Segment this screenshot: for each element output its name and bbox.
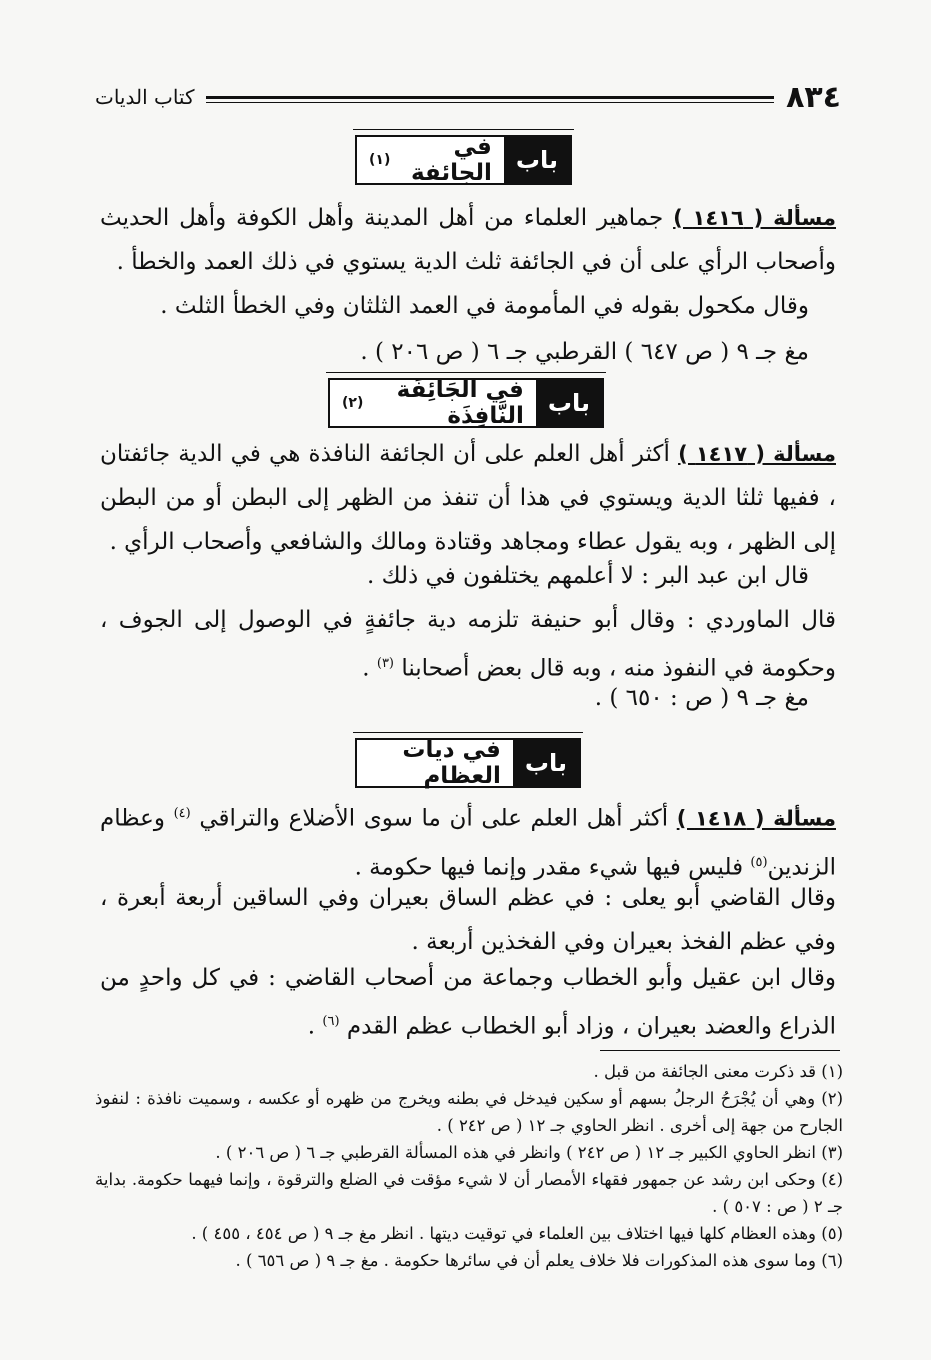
issue-1417-ref [100, 676, 809, 720]
issue-label: مسألة ( ١٤١٦ ) [673, 206, 836, 230]
footnote-5: (٥) وهذه العظام كلها فيها اختلاف بين العلماء في توقيت ديتها . انظر مغ جـ ٩ ( ص ٤٥٤ ، ٤٥٥ ) . [191, 1224, 843, 1243]
footnote-separator [600, 1050, 840, 1051]
footnote-1: (١) قد ذكرت معنى الجائفة من قبل . [593, 1062, 843, 1081]
issue-body-end: فليس فيها شيء مقدر وإنما فيها حكومة . [354, 854, 744, 881]
issue-1416-text [100, 196, 836, 284]
page-number: ٨٣٤ [786, 79, 841, 115]
reference: مغ جـ ٩ ( ص : ٦٥٠ ) . [594, 685, 809, 711]
issue-1417-text [100, 432, 836, 564]
chapter-heading-2 [328, 378, 604, 428]
issue-1418-text [100, 792, 836, 889]
chapter-title [330, 377, 536, 429]
issue-1416-ref [100, 330, 809, 374]
footnote-ref: (٢) [342, 395, 364, 411]
page-header [95, 80, 841, 114]
chapter-label: باب [513, 740, 579, 786]
issue-label: مسألة ( ١٤١٧ ) [678, 442, 836, 466]
footnote-ref: (١) [369, 152, 391, 168]
reference: مغ جـ ٩ ( ص ٦٤٧ ) القرطبي جـ ٦ ( ص ٢٠٦ ) . [360, 339, 809, 365]
chapter-label: باب [536, 380, 602, 426]
footnote-6: (٦) وما سوى هذه المذكورات فلا خلاف يعلم أن في سائرها حكومة . مغ جـ ٩ ( ص ٦٥٦ ) . [235, 1251, 843, 1270]
paragraph: قال ابن عبد البر : لا أعلمهم يختلفون في ذلك . [366, 563, 809, 589]
book-title: كتاب الديات [95, 85, 195, 109]
paragraph: وقال مكحول بقوله في المأمومة في العمد الثلثان وفي الخطأ الثلث . [160, 293, 809, 319]
footnote-ref: (٣) [376, 656, 394, 671]
chapter-label: باب [504, 137, 570, 183]
chapter-title-text: في الجَائِفَة النَّافِذَة [396, 377, 524, 429]
footnote-ref: (٤) [173, 806, 191, 821]
issue-1416-p2 [100, 284, 809, 328]
paragraph: قال الماوردي : وقال أبو حنيفة تلزمه دية جائفةٍ في الوصول إلى الجوف ، وحكومة في النفوذ منه ، وبه قال بعض أصحابنا [100, 607, 836, 682]
chapter-title-text: في الجائفة [410, 134, 492, 186]
issue-body: جماهير العلماء من أهل المدينة وأهل الكوفة وأهل الحديث وأصحاب الرأي على أن في الجائفة ثلث الدية يستوي في ذلك العمد والخطأ . [100, 205, 836, 275]
period: . [362, 655, 370, 682]
period: . [307, 1013, 316, 1040]
footnotes [95, 1058, 843, 1274]
issue-1418-p3 [100, 956, 836, 1049]
footnote-ref: (٦) [322, 1014, 340, 1029]
footnote-4: (٤) وحكى ابن رشد عن جمهور فقهاء الأمصار أن لا شيء مؤقت في الضلع والترقوة ، وإنما فيهما حكومة. بداية جـ ٢ ( ص : ٥٠٧ ) . [95, 1170, 843, 1216]
issue-body-cont: وعظام الزندين [100, 805, 836, 881]
chapter-heading-3 [355, 738, 581, 788]
chapter-title [357, 134, 504, 186]
paragraph: وقال القاضي أبو يعلى : في عظم الساق بعيران وفي الساقين أربعة أبعرة ، وفي عظم الفخذ بعيران وفي الفخذين أربعة . [100, 885, 836, 955]
issue-1418-p2 [100, 876, 836, 964]
footnote-2: (٢) وهي أن يُجْرَحُ الرجلُ بسهم أو سكين فيدخل في بطنه ويخرج من ظهره أو عكسه ، وسميت نافذة : لنفوذ الجارح من جهة إلى أخرى . انظر الحاوي جـ ١٢ ( ص ٢٤٢ ) . [95, 1089, 843, 1135]
chapter-heading-1 [355, 135, 572, 185]
issue-label: مسألة ( ١٤١٨ ) [676, 806, 836, 831]
issue-body: أكثر أهل العلم على أن الجائفة النافذة هي في الدية جائفتان ، ففيها ثلثا الدية ويستوي في هذا أن تنفذ من الظهر إلى البطن أو من البطن إلى الظهر ، وبه يقول عطاء ومجاهد وقتادة ومالك والشافعي وأصحاب الرأي . [100, 441, 836, 555]
issue-1417-p2 [100, 554, 809, 598]
paragraph: وقال ابن عقيل وأبو الخطاب وجماعة من أصحاب القاضي : في كل واحدٍ من الذراع والعضد بعيران ، وزاد أبو الخطاب عظم القدم [100, 965, 836, 1040]
issue-body: أكثر أهل العلم على أن ما سوى الأضلاع والتراقي [199, 805, 669, 832]
header-rule [206, 96, 774, 103]
chapter-title: في ديات العظام [402, 737, 501, 789]
footnote-3: (٣) انظر الحاوي الكبير جـ ١٢ ( ص ٢٤٢ ) وانظر في هذه المسألة القرطبي جـ ٦ ( ص ٢٠٦ ) . [215, 1143, 843, 1162]
footnote-ref: (٥) [750, 854, 768, 870]
